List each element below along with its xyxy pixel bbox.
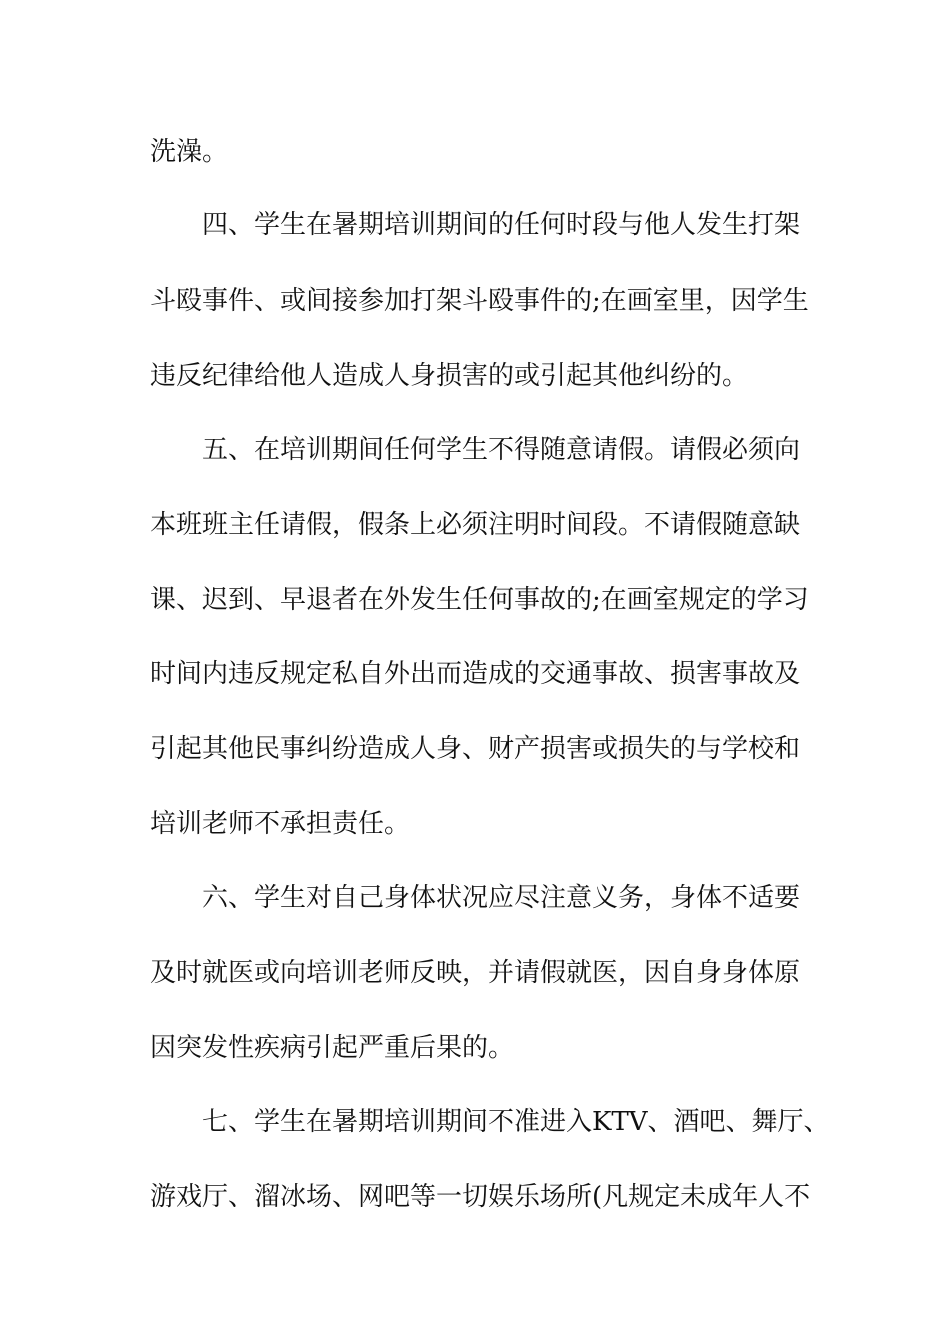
text-line: 课、迟到、早退者在外发生任何事故的;在画室规定的学习 [150, 585, 809, 615]
text-line: 因突发性疾病引起严重后果的。 [150, 1033, 515, 1063]
text-line: 六、学生对自己身体状况应尽注意义务，身体不适要 [202, 883, 801, 913]
text-line: 斗殴事件、或间接参加打架斗殴事件的;在画室里，因学生 [150, 286, 809, 316]
text-line: 引起其他民事纠纷造成人身、财产损害或损失的与学校和 [150, 734, 801, 764]
text-line: 洗澡。 [150, 137, 229, 167]
text-line: 培训老师不承担责任。 [150, 809, 411, 839]
text-line: 违反纪律给他人造成人身损害的或引起其他纠纷的。 [150, 361, 749, 391]
text-line: 五、在培训期间任何学生不得随意请假。请假必须向 [202, 435, 801, 465]
text-line: 时间内违反规定私自外出而造成的交通事故、损害事故及 [150, 659, 801, 689]
text-line: 及时就医或向培训老师反映，并请假就医，因自身身体原 [150, 958, 801, 988]
text-line: 四、学生在暑期培训期间的任何时段与他人发生打架 [202, 210, 801, 240]
text-line: 七、学生在暑期培训期间不准进入KTV、酒吧、舞厅、 [202, 1107, 830, 1137]
text-line: 本班班主任请假，假条上必须注明时间段。不请假随意缺 [150, 510, 801, 540]
text-line: 游戏厅、溜冰场、网吧等一切娱乐场所(凡规定未成年人不 [150, 1182, 811, 1212]
